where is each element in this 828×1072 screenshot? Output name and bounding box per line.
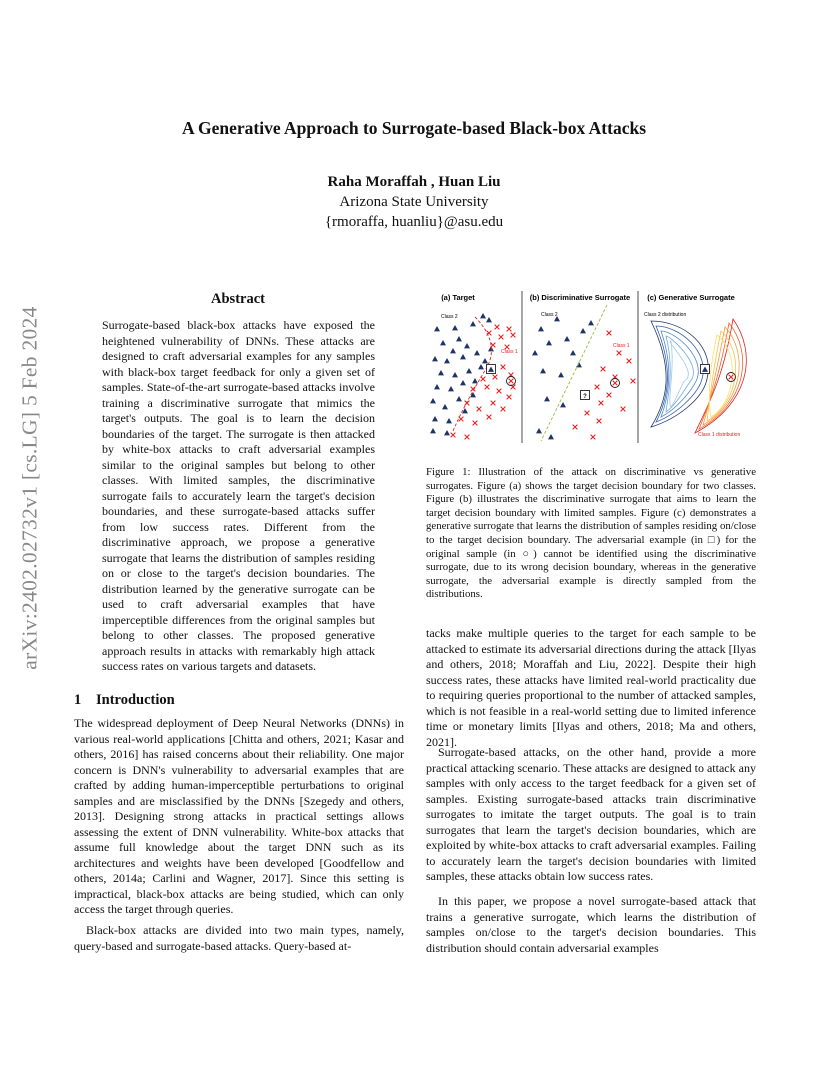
panel-b-class2-label: Class 2 — [541, 312, 558, 318]
class-1-cross — [511, 333, 516, 338]
target-decision-boundary — [453, 317, 491, 431]
figure-1 — [423, 291, 755, 451]
intro-paragraph-1: The widespread deployment of Deep Neural Networks (DNNs) in various real-world applications [Chitta and others, 2021; Kasar and others, 2016] has raised concerns about their reliability. One major concern is DNN's vulnerability to adversarial examples that are crafted by adding human-imperceptible perturbations to original samples and are misclassified by the DNNs [Szegedy and others, 2013]. Designing strong attacks in practical settings allows assessing the extent of DNN vulnerability. White-box attacks that assume full knowledge about the target DNN such as its architectures and weights have been developed [Goodfellow and others, 2014a; Carlini and Wagner, 2017]. Since this setting is impractical, black-box attacks are being studied, which can only access the target through queries. — [74, 716, 404, 916]
class-2-triangle — [450, 348, 456, 353]
class-1-cross — [501, 365, 506, 370]
class-2-triangle — [452, 325, 458, 330]
class-1-cross — [585, 411, 590, 416]
class-2-triangle — [588, 320, 594, 325]
class-1-cross — [491, 401, 496, 406]
class-2-triangle — [548, 434, 554, 439]
class-1-cross — [607, 393, 612, 398]
paper-title: A Generative Approach to Surrogate-based Black-box Attacks — [181, 118, 647, 138]
class-2-triangle — [438, 370, 444, 375]
class-1-cross — [729, 375, 734, 380]
class-1-cross — [497, 389, 502, 394]
class-2-triangle — [446, 418, 452, 423]
class-2-triangle — [558, 372, 564, 377]
class-1-cross — [501, 407, 506, 412]
class-2-triangle — [560, 402, 566, 407]
class-2-contour — [656, 326, 703, 422]
panel-b-title: (b) Discriminative Surrogate — [529, 293, 631, 302]
class1-distribution-label: Class 1 distribution — [698, 432, 741, 438]
class-2-triangle — [564, 336, 570, 341]
panel-a-class1-label: Class 1 — [501, 349, 518, 355]
class-2-triangle — [460, 380, 466, 385]
class-2-triangle — [434, 326, 440, 331]
class-2-triangle — [472, 378, 478, 383]
right-paragraph-2: Surrogate-based attacks, on the other hand, provide a more practical attacking scenario. These attacks are designed to attack any samples with only access to the target feedback for a given set of samples. Existing surrogate-based attacks train discriminative surrogates to imitate the target outputs. The goal is to train surrogates that learn the target's decision boundaries, which are exploited by white-box attacks to craft adversarial examples. Failing to accurately learn the target's decision boundaries with limited samples, these attacks obtain low success rates. — [426, 745, 756, 883]
class-1-cross — [601, 367, 606, 372]
class-2-triangle — [460, 354, 466, 359]
class-1-cross — [599, 401, 604, 406]
section-title: Introduction — [96, 692, 175, 708]
class-1-cross — [607, 331, 612, 336]
class-1-cross — [573, 425, 578, 430]
class-2-triangle — [466, 368, 472, 373]
class-2-triangle — [532, 350, 538, 355]
class-2-triangle — [486, 317, 492, 322]
class-2-triangle — [452, 372, 458, 377]
class-1-cross — [477, 407, 482, 412]
class-2-triangle — [456, 336, 462, 341]
right-paragraph-3: In this paper, we propose a novel surrogate-based attack that trains a generative surrogate, which learns the distribution of samples on/close to the target's decision boundaries. This distribution should contain adversarial examples — [426, 894, 756, 955]
class-2-triangle — [456, 396, 462, 401]
class-2-triangle — [474, 350, 480, 355]
class-2-triangle — [538, 326, 544, 331]
section-heading-introduction — [74, 692, 175, 709]
class-1-cross — [465, 435, 470, 440]
class-1-cross — [471, 387, 476, 392]
class-2-triangle — [464, 343, 470, 348]
class-1-cross — [631, 379, 636, 384]
class-2-triangle — [540, 368, 546, 373]
class-2-triangle — [570, 350, 576, 355]
panel-a-title: (a) Target — [441, 293, 475, 302]
abstract-text: Surrogate-based black-box attacks have exposed the heightened vulnerability of DNNs. These attacks are designed to craft adversarial examples for any samples with black-box target feedback for only a given set of samples. State-of-the-art surrogate-based attacks involve training a discriminative surrogate that mimics the target's outputs. The goal is to learn the decision boundaries of the target. The surrogate is then attacked by white-box attacks to craft adversarial examples similar to the original samples but belong to other classes. With limited samples, the discriminative surrogate fails to accurately learn the target's decision boundaries, and these surrogate-based attacks suffer from low success rates. Different from the discriminative approach, we propose a generative surrogate that learns the distribution of samples residing on or close to the target's decision boundaries. The distribution learned by the generative surrogate can be used to craft adversarial examples that have imperceptible differences from the original samples but belong to other classes. The proposed generative approach results in attacks with remarkably high attack success rates on various targets and datasets. — [102, 318, 375, 673]
class-1-cross — [627, 359, 632, 364]
class-2-contour — [651, 321, 708, 427]
class-2-triangle — [580, 328, 586, 333]
class-2-triangle — [444, 358, 450, 363]
author-email: {rmoraffa, huanliu}@asu.edu — [324, 214, 504, 230]
class-1-cross — [495, 325, 500, 330]
panel-c-title: (c) Generative Surrogate — [647, 293, 735, 302]
class-2-triangle — [434, 384, 440, 389]
class-2-triangle — [430, 428, 436, 433]
class-2-triangle — [448, 386, 454, 391]
class-2-triangle — [480, 313, 486, 318]
class-2-triangle — [544, 396, 550, 401]
class-2-triangle — [478, 364, 484, 369]
class-2-triangle — [546, 340, 552, 345]
class-1-cross — [613, 381, 618, 386]
arxiv-id-text: arXiv:2402.02732v1 [cs.LG] 5 Feb 2024 — [17, 306, 42, 670]
right-paragraph-1: tacks make multiple queries to the target for each sample to be attacked to estimate its adversarial directions during the attack [Ilyas and others, 2018; Moraffah and Liu, 2022]. Despite their high success rates, these attacks have limited real-world practicality due to requiring queries proportional to the number of attacked samples, which is not feasible in a real-world setting due to limited inference time or monetary limits [Ilyas and others, 2018; Ma and others, 2021]. — [426, 626, 756, 749]
class-1-cross — [621, 407, 626, 412]
class-1-cross — [459, 417, 464, 422]
class-2-triangle — [440, 340, 446, 345]
class-1-cross — [499, 335, 504, 340]
class-2-triangle — [482, 358, 488, 363]
class2-distribution-label: Class 2 distribution — [644, 312, 687, 318]
class-1-cross — [487, 415, 492, 420]
class-2-triangle — [576, 362, 582, 367]
class-2-triangle — [536, 428, 542, 433]
section-number: 1 — [74, 692, 82, 708]
author-list: Raha Moraffah , Huan Liu — [327, 174, 501, 190]
class-1-cross — [451, 433, 456, 438]
class-2-triangle — [430, 398, 436, 403]
intro-paragraph-2: Black-box attacks are divided into two main types, namely, query-based and surrogate-based attacks. Query-based at- — [74, 923, 404, 953]
surrogate-decision-boundary — [541, 305, 607, 441]
affiliation: Arizona State University — [339, 194, 489, 210]
class-2-triangle — [432, 416, 438, 421]
class-1-cross — [595, 385, 600, 390]
class-1-cross — [617, 351, 622, 356]
class-1-cross — [485, 385, 490, 390]
class-2-triangle — [444, 430, 450, 435]
class-1-cross — [493, 375, 498, 380]
panel-a-class2-label: Class 2 — [441, 314, 458, 320]
class-2-triangle — [442, 404, 448, 409]
figure-caption: Figure 1: Illustration of the attack on discriminative vs generative surrogates. Figure (a) shows the target decision boundary for two classes. Figure (b) illustrates the discriminative surrogate that aims to learn the target decision boundary with limited samples. Figure (c) demonstrates a generative surrogate that learns the distribution of samples residing on/close to the target decision boundary. The adversarial example (in □) for the original sample (in ○) cannot be identified using the discriminative surrogate, due to its wrong decision boundary, whereas in the generative surrogate, the adversarial example is directly sampled from the distributions. — [426, 466, 756, 601]
abstract-heading: Abstract — [211, 291, 265, 307]
class-1-cross — [597, 419, 602, 424]
arxiv-stamp — [19, 295, 41, 681]
class-1-cross — [509, 379, 514, 384]
class-2-triangle — [432, 356, 438, 361]
unknown-marker-b: ? — [583, 394, 587, 400]
panel-b-class1-label: Class 1 — [613, 343, 630, 349]
class-1-cross — [591, 435, 596, 440]
class-2-triangle — [470, 321, 476, 326]
class-1-cross — [507, 327, 512, 332]
class-1-cross — [507, 395, 512, 400]
class-1-cross — [473, 421, 478, 426]
